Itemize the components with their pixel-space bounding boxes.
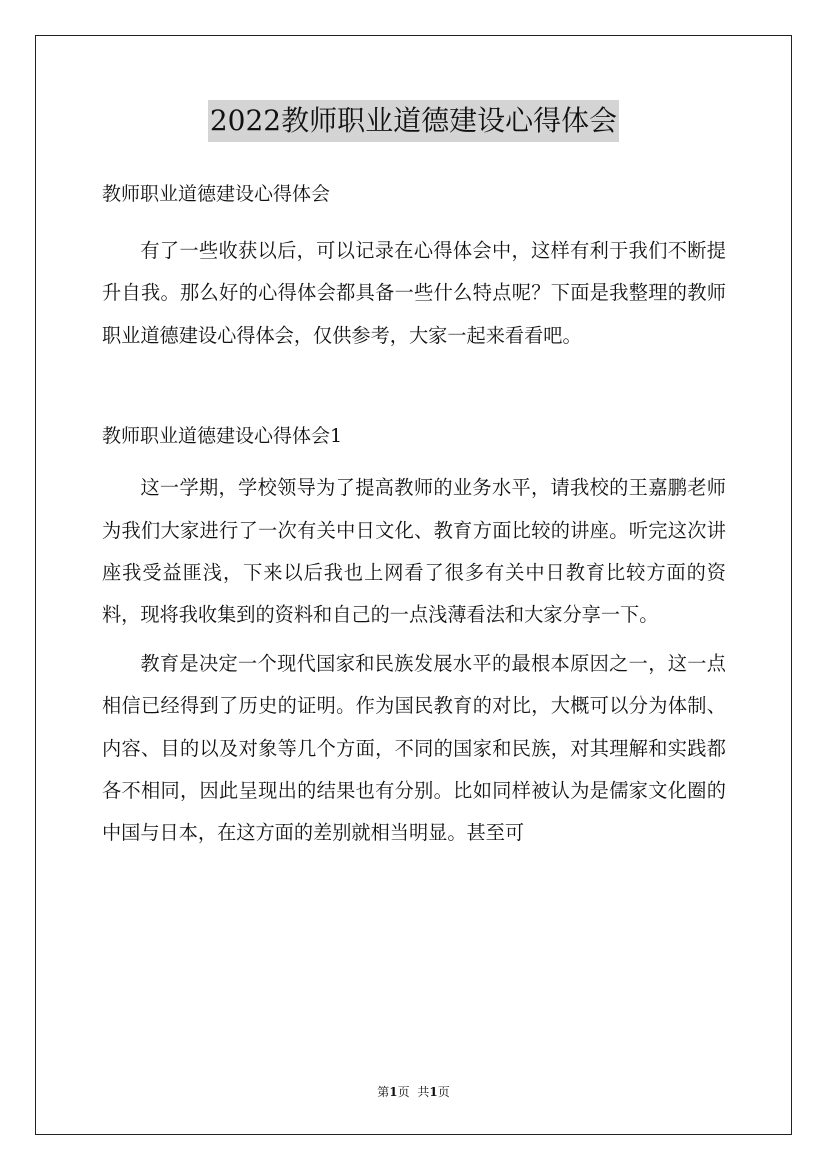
document-title: 2022教师职业道德建设心得体会 — [208, 100, 619, 142]
total-unit: 页 — [437, 1085, 450, 1099]
page-prefix: 第 — [377, 1085, 390, 1099]
page-number: 1 — [389, 1085, 398, 1099]
section-paragraph-1: 这一学期，学校领导为了提高教师的业务水平，请我校的王嘉鹏老师为我们大家进行了一次有关中日文化、教育方面比较的讲座。听完这次讲座我受益匪浅，下来以后我也上网看了很多有关中日教育比较方面的资料，现将我收集到的资料和自己的一点浅薄看法和大家分享一下。 — [102, 476, 726, 627]
section-paragraph-2: 教育是决定一个现代国家和民族发展水平的最根本原因之一，这一点相信已经得到了历史的证明。作为国民教育的对比，大概可以分为体制、内容、目的以及对象等几个方面，不同的国家和民族，对其理解和实践都各不相同，因此呈现出的结果也有分别。比如同样被认为是儒家文化圈的中国与日本，在这方面的差别就相当明显。甚至可 — [102, 651, 726, 845]
intro-paragraph: 有了一些收获以后，可以记录在心得体会中，这样有利于我们不断提升自我。那么好的心得体会都具备一些什么特点呢？下面是我整理的教师职业道德建设心得体会，仅供参考，大家一起来看看吧。 — [102, 239, 726, 347]
section-heading: 教师职业道德建设心得体会1 — [102, 425, 343, 448]
document-body — [102, 176, 726, 855]
page-footer — [0, 1083, 827, 1101]
page-total: 1 — [429, 1085, 438, 1099]
page-unit: 页 — [397, 1085, 410, 1099]
total-prefix: 共 — [417, 1085, 430, 1099]
title-area — [0, 100, 827, 142]
document-subtitle: 教师职业道德建设心得体会 — [102, 183, 331, 205]
